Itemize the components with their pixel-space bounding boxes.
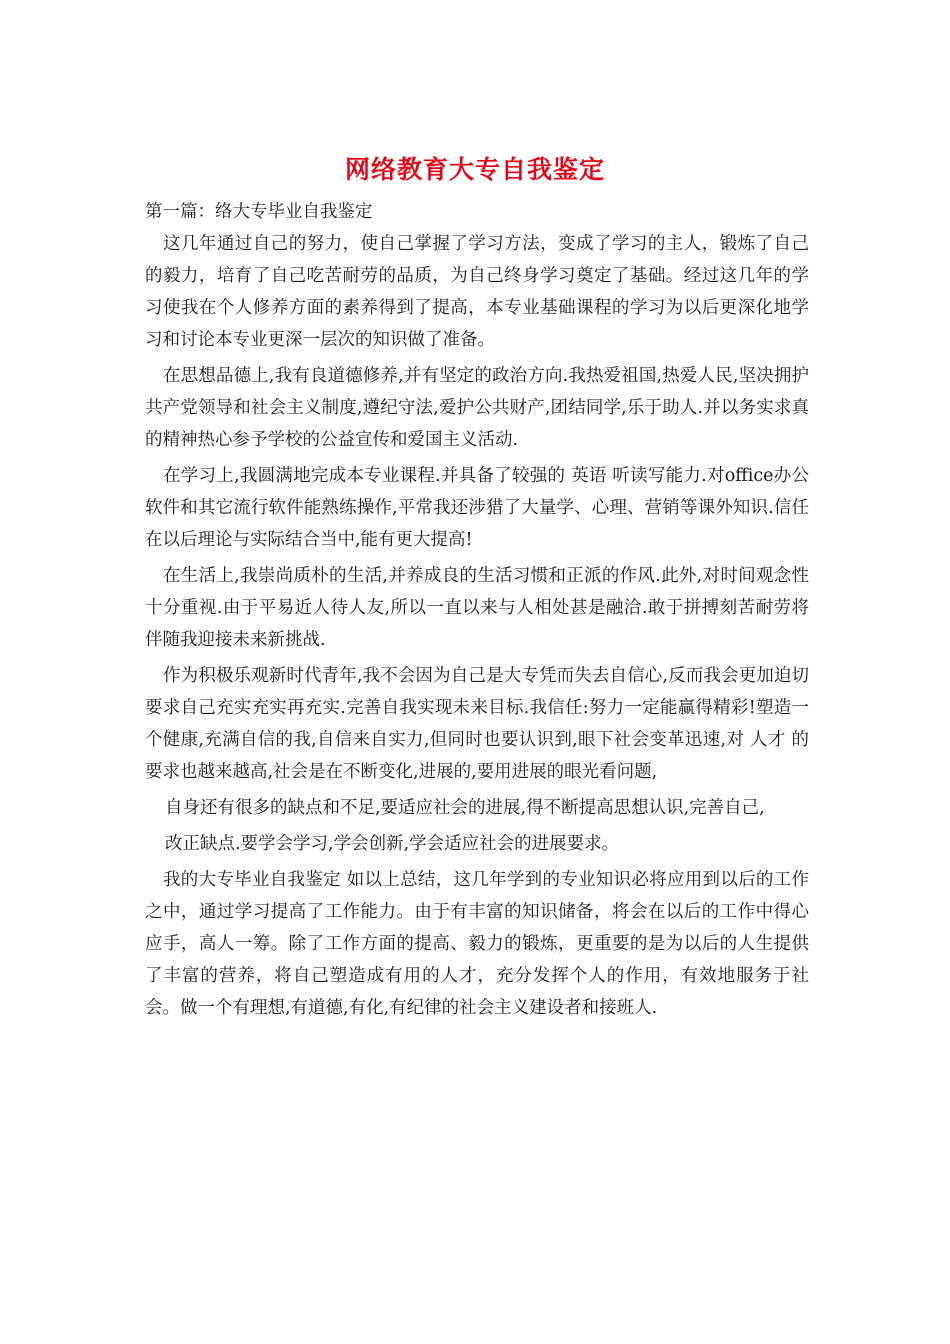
paragraph-2: 在思想品德上,我有良道德修养,并有坚定的政治方向.我热爱祖国,热爱人民,坚决拥护共产党领导和社会主义制度,遵纪守法,爱护公共财产,团结同学,乐于助人.并以务实求真的精神热心参予学校的公益宣传和爱国主义活动. [145,366,809,450]
paragraph-6: 自身还有很多的缺点和不足,要适应社会的进展,得不断提高思想认识,完善自己, [165,798,765,818]
paragraph-1: 这几年通过自己的努力，使自己掌握了学习方法，变成了学习的主人，锻炼了自己的毅力，培育了自己吃苦耐劳的品质，为自己终身学习奠定了基础。经过这几年的学习使我在个人修养方面的素养得到了提高，本专业基础课程的学习为以后更深化地学习和讨论本专业更深一层次的知识做了准备。 [145,234,809,350]
document-body [145,196,809,1024]
paragraph-8: 我的大专毕业自我鉴定 如以上总结，这几年学到的专业知识必将应用到以后的工作之中，通过学习提高了工作能力。由于有丰富的知识储备，将会在以后的工作中得心应手，高人一筹。除了工作方面的提高、毅力的锻炼，更重要的是为以后的人生提供了丰富的营养，将自己塑造成有用的人才，充分发挥个人的作用，有效地服务于社会。做一个有理想,有道德,有化,有纪律的社会主义建设者和接班人. [145,870,809,1018]
paragraph-7: 改正缺点.要学会学习,学会创新,学会适应社会的进展要求。 [165,834,620,854]
paragraph-5: 作为积极乐观新时代青年,我不会因为自己是大专凭而失去自信心,反而我会更加迫切要求自己充实充实再充实.完善自我实现未来目标.我信任:努力一定能赢得精彩!塑造一个健康,充满自信的我,自信来自实力,但同时也要认识到,眼下社会变革迅速,对 人才 的要求也越来越高,社会是在不断变化,进展的,要用进展的眼光看问题, [145,666,809,782]
section-heading: 第一篇：络大专毕业自我鉴定 [145,202,373,222]
paragraph-3: 在学习上,我圆满地完成本专业课程.并具备了较强的 英语 听读写能力.对office办公软件和其它流行软件能熟练操作,平常我还涉猎了大量学、心理、营销等课外知识.信任在以后理论与实际结合当中,能有更大提高! [145,466,809,550]
paragraph-4: 在生活上,我崇尚质朴的生活,并养成良的生活习惯和正派的作风.此外,对时间观念性十分重视.由于平易近人待人友,所以一直以来与人相处甚是融洽.敢于拼搏刻苦耐劳将伴随我迎接未来新挑战. [145,566,809,650]
document-title: 网络教育大专自我鉴定 [344,155,605,184]
